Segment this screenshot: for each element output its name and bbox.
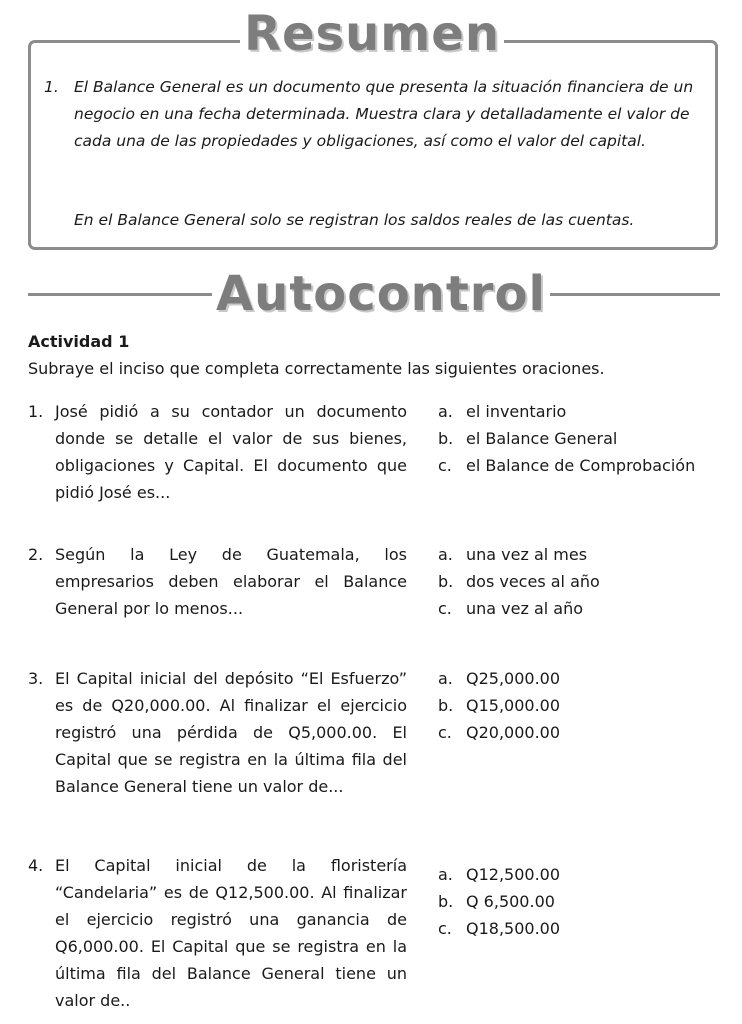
autocontrol-title: Autocontrol	[212, 270, 550, 318]
option-letter: a.	[438, 669, 453, 688]
resumen-item-text: El Balance General es un documento que presenta la situación financiera de un negocio en una fecha determinada. Muestra clara y detalladamente el valor de cada una de las propiedades y obligaciones, así como el valor del capital.	[74, 78, 694, 150]
option-text: una vez al año	[466, 599, 584, 618]
option-c[interactable]	[438, 719, 560, 746]
option-text: el inventario	[466, 402, 567, 421]
option-letter: c.	[438, 456, 452, 475]
option-letter: c.	[438, 723, 452, 742]
option-text: Q18,500.00	[466, 919, 561, 938]
question-text: José pidió a su contador un documento donde se detalle el valor de sus bienes, obligaciones y Capital. El documento que pidió José es...	[55, 402, 407, 502]
question-text: El Capital inicial del depósito “El Esfuerzo” es de Q20,000.00. Al finalizar el ejercicio registró una pérdida de Q5,000.00. El Capital que se registra en la última fila del Balance General tiene un valor de...	[55, 669, 407, 796]
autocontrol-divider-left	[28, 293, 214, 296]
option-letter: b.	[438, 696, 454, 715]
option-text: Q 6,500.00	[466, 892, 555, 911]
question-1-options	[438, 398, 695, 479]
resumen-title: Resumen	[240, 10, 504, 58]
option-letter: b.	[438, 572, 454, 591]
option-letter: c.	[438, 599, 452, 618]
option-b[interactable]	[438, 425, 695, 452]
option-a[interactable]	[438, 665, 560, 692]
question-text: Según la Ley de Guatemala, los empresarios deben elaborar el Balance General por lo menos...	[55, 545, 407, 618]
option-letter: a.	[438, 865, 453, 884]
question-2-options	[438, 541, 600, 622]
option-a[interactable]	[438, 861, 560, 888]
option-text: dos veces al año	[466, 572, 600, 591]
question-number: 3.	[28, 669, 44, 688]
option-b[interactable]	[438, 568, 600, 595]
option-text: el Balance de Comprobación	[466, 456, 696, 475]
option-letter: b.	[438, 429, 454, 448]
question-number: 1.	[28, 402, 44, 421]
option-letter: a.	[438, 545, 453, 564]
option-letter: b.	[438, 892, 454, 911]
option-letter: c.	[438, 919, 452, 938]
option-text: Q12,500.00	[466, 865, 561, 884]
option-c[interactable]	[438, 595, 600, 622]
option-a[interactable]	[438, 541, 600, 568]
resumen-item-number: 1.	[44, 78, 59, 96]
question-4-options	[438, 861, 560, 942]
question-3-options	[438, 665, 560, 746]
question-number: 4.	[28, 856, 44, 875]
option-c[interactable]	[438, 452, 695, 479]
option-b[interactable]	[438, 888, 560, 915]
option-text: Q15,000.00	[466, 696, 561, 715]
option-text: el Balance General	[466, 429, 618, 448]
option-a[interactable]	[438, 398, 695, 425]
option-letter: a.	[438, 402, 453, 421]
question-number: 2.	[28, 545, 44, 564]
resumen-note: En el Balance General solo se registran los saldos reales de las cuentas.	[74, 211, 635, 229]
option-b[interactable]	[438, 692, 560, 719]
option-text: Q25,000.00	[466, 669, 561, 688]
option-c[interactable]	[438, 915, 560, 942]
autocontrol-divider-right	[542, 293, 720, 296]
option-text: Q20,000.00	[466, 723, 561, 742]
question-text: El Capital inicial de la floristería “Candelaria” es de Q12,500.00. Al finalizar el ejercicio registró una ganancia de Q6,000.00. El Capital que se registra en la última fila del Balance General tiene un valor de..	[55, 856, 407, 1010]
activity-instruction: Subraye el inciso que completa correctamente las siguientes oraciones.	[28, 359, 605, 378]
activity-title: Actividad 1	[28, 332, 130, 351]
option-text: una vez al mes	[466, 545, 588, 564]
